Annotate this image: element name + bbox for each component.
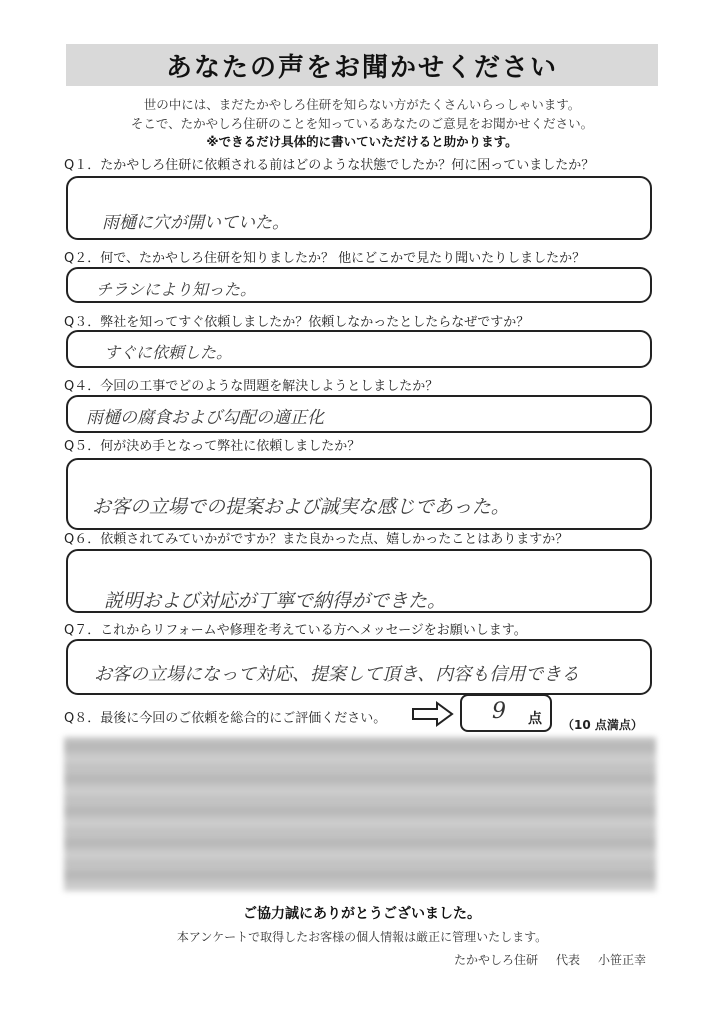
representative-role: 代表 (555, 953, 580, 967)
question-7-label: Q７．これからリフォームや修理を考えている方へメッセージをお願いします。 (64, 623, 527, 638)
company-name: たかやしろ住研 (453, 953, 538, 967)
intro-note: ※できるだけ具体的に書いていただけると助かります。 (206, 134, 518, 149)
representative-name: 小笹正幸 (597, 953, 646, 967)
arrow-right-icon (411, 700, 455, 728)
answer-3-text: すぐに依頼した。 (104, 343, 233, 362)
signature (436, 951, 646, 968)
score-unit: 点 (528, 711, 542, 727)
question-4-label: Q４．今回の工事でどのような問題を解決しようとしましたか？ (64, 379, 439, 394)
redacted-info-area (64, 737, 656, 891)
question-1-label: Q１．たかやしろ住研に依頼される前はどのような状態でしたか？何に困っていましたか？ (64, 158, 595, 173)
answer-4-text: 雨樋の腐食および勾配の適正化 (86, 408, 324, 428)
answer-6-text: 説明および対応が丁寧で納得ができた。 (104, 590, 447, 612)
answer-5-text: お客の立場での提案および誠実な感じであった。 (92, 496, 510, 518)
intro-line-1: 世の中には、まだたかやしろ住研を知らない方がたくさんいらっしゃいます。 (143, 97, 581, 112)
privacy-note: 本アンケートで取得したお客様の個人情報は厳正に管理いたします。 (176, 930, 548, 944)
thanks-message: ご協力誠にありがとうございました。 (243, 906, 481, 922)
question-8-label: Q８．最後に今回のご依頼を総合的にご評価ください。 (64, 711, 387, 726)
question-5-label: Q５．何が決め手となって弊社に依頼しましたか？ (64, 439, 361, 454)
score-value: 9 (492, 699, 506, 724)
question-2-label: Q２．何で、たかやしろ住研を知りましたか？ 他にどこかで見たり聞いたりしましたか？ (64, 251, 586, 266)
intro-line-2: そこで、たかやしろ住研のことを知っているあなたのご意見をお聞かせください。 (130, 116, 594, 131)
question-6-label: Q６．依頼されてみていかがですか？また良かった点、嬉しかったことはありますか？ (64, 532, 569, 547)
answer-7-text: お客の立場になって対応、提案して頂き、内容も信用できる (94, 664, 580, 685)
question-3-label: Q３．弊社を知ってすぐ依頼しましたか？依頼しなかったとしたらなぜですか？ (64, 315, 530, 330)
answer-2-text: チラシにより知った。 (96, 280, 257, 299)
page-title: あなたの声をお聞かせください (66, 44, 658, 86)
answer-1-text: 雨樋に穴が開いていた。 (102, 213, 289, 233)
score-note: （10 点満点） (562, 718, 643, 732)
